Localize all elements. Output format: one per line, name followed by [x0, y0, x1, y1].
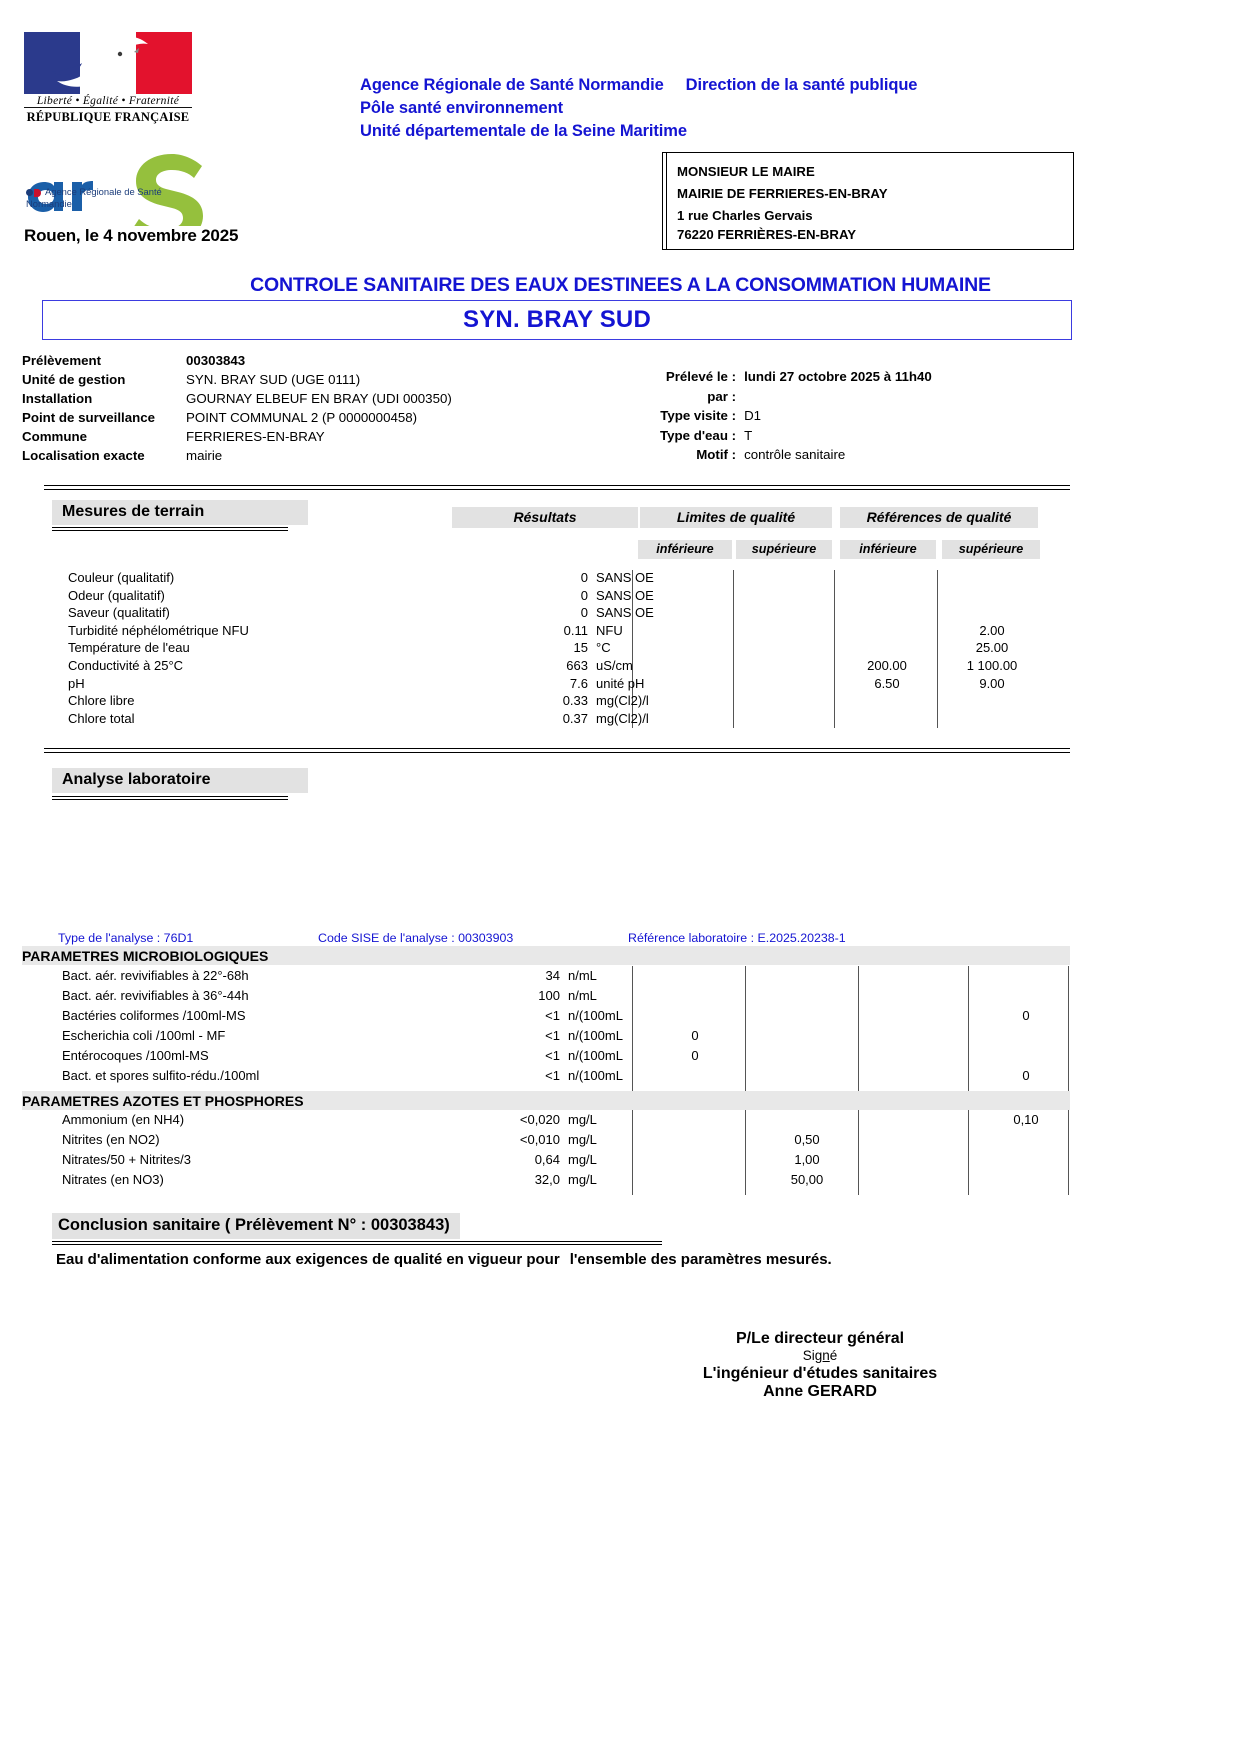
- param-value: 0: [580, 570, 588, 585]
- lab-meta-type: Type de l'analyse : 76D1: [58, 931, 194, 945]
- info-row: [660, 406, 994, 426]
- network-title: SYN. BRAY SUD: [463, 306, 651, 333]
- info-label: Prélèvement: [22, 353, 102, 368]
- table-row: [0, 1068, 1241, 1088]
- ars-logo-subtitle: [26, 186, 162, 209]
- param-value: <0,010: [519, 1132, 560, 1147]
- param-value: 0,64: [534, 1152, 560, 1167]
- param-unit: SANS OE: [596, 570, 654, 585]
- info-row: [22, 446, 452, 465]
- document-title: CONTROLE SANITAIRE DES EAUX DESTINEES A LA CONSOMMATION HUMAINE: [250, 274, 991, 296]
- param-name: Turbidité néphélométrique NFU: [68, 622, 249, 638]
- param-unit: n/(100mL: [568, 1028, 623, 1043]
- param-name: Chlore total: [68, 710, 135, 726]
- ars-sub-line2: Normandie: [26, 197, 72, 209]
- info-value: FERRIERES-EN-BRAY: [186, 429, 325, 445]
- ref-inf: 200.00: [867, 657, 907, 673]
- info-row: [22, 389, 452, 408]
- param-value: <0,020: [519, 1112, 560, 1127]
- param-value: 0.33: [562, 693, 588, 709]
- recipient-lines: [677, 161, 1067, 227]
- table-row: [0, 623, 1241, 641]
- signature-line4: Anne GERARD: [763, 1383, 877, 1400]
- param-value: <1: [545, 1028, 560, 1043]
- info-row: [22, 408, 452, 427]
- recipient-line2: MAIRIE DE FERRIERES-EN-BRAY: [677, 186, 888, 201]
- param-unit: mg/L: [568, 1112, 597, 1127]
- info-value: lundi 27 octobre 2025 à 11h40: [744, 369, 932, 384]
- city-date: Rouen, le 4 novembre 2025: [24, 226, 239, 245]
- ref-sup: 25.00: [975, 640, 1009, 656]
- param-unit: unité pH: [596, 675, 645, 691]
- ref-sup: 2.00: [979, 622, 1005, 638]
- table-row: [0, 605, 1241, 623]
- param-unit: n/mL: [568, 988, 597, 1003]
- group-label-azote: PARAMETRES AZOTES ET PHOSPHORES: [22, 1093, 304, 1109]
- limit-sup: 50,00: [790, 1172, 824, 1187]
- info-value: GOURNAY ELBEUF EN BRAY (UDI 000350): [186, 391, 452, 407]
- info-row: [660, 387, 994, 407]
- info-value: mairie: [186, 448, 223, 464]
- param-name: Nitrates (en NO3): [62, 1172, 164, 1187]
- param-unit: mg(Cl2)/l: [596, 710, 649, 726]
- field-section-underline: [52, 527, 288, 531]
- republic-name: RÉPUBLIQUE FRANÇAISE: [26, 110, 190, 124]
- param-name: Température de l'eau: [68, 640, 190, 656]
- param-unit: mg/L: [568, 1132, 597, 1147]
- table-row: [0, 676, 1241, 694]
- param-unit: °C: [596, 640, 611, 656]
- marianne-flag-icon: [24, 32, 192, 94]
- group-label-micro: PARAMETRES MICROBIOLOGIQUES: [22, 948, 269, 964]
- sample-info-right: [660, 367, 994, 465]
- param-value: 34: [545, 968, 560, 983]
- ref-sup: 0,10: [1013, 1112, 1039, 1127]
- param-unit: SANS OE: [596, 605, 654, 621]
- param-name: Bact. aér. revivifiables à 36°-44h: [62, 988, 249, 1003]
- subcol-limit-inf: inférieure: [638, 540, 732, 559]
- section-divider-lab: [44, 748, 1070, 753]
- conclusion-text-a: Eau d'alimentation conforme aux exigences de qualité en vigueur pour: [56, 1251, 560, 1268]
- signature-line2: [580, 1348, 1060, 1363]
- info-label: Unité de gestion: [22, 372, 126, 388]
- ref-inf: 6.50: [874, 675, 900, 691]
- param-value: 7.6: [569, 675, 588, 691]
- param-value: 0: [580, 605, 588, 621]
- subcol-ref-sup: supérieure: [942, 540, 1040, 559]
- field-section-tag: Mesures de terrain: [52, 500, 308, 525]
- agency-line1b: Direction de la santé publique: [685, 76, 918, 94]
- table-row: [0, 1048, 1241, 1068]
- signed-post: é: [829, 1348, 838, 1363]
- table-row: [0, 1152, 1241, 1172]
- recipient-address-box: [662, 152, 1074, 250]
- table-row: [0, 658, 1241, 676]
- param-name: Bact. et spores sulfito-rédu./100ml: [62, 1068, 260, 1083]
- conclusion-tag: Conclusion sanitaire ( Prélèvement N° : 00303843): [52, 1213, 460, 1239]
- limit-sup: 1,00: [794, 1152, 820, 1167]
- limit-sup: 0,50: [794, 1132, 820, 1147]
- param-unit: mg(Cl2)/l: [596, 693, 649, 709]
- table-row: [0, 1008, 1241, 1028]
- table-row: [0, 1112, 1241, 1132]
- table-row: [0, 693, 1241, 711]
- param-value: <1: [545, 1008, 560, 1023]
- limit-inf: 0: [691, 1048, 699, 1063]
- info-value: 00303843: [186, 353, 246, 368]
- param-value: 0.11: [563, 622, 588, 638]
- conclusion-text: [56, 1251, 832, 1268]
- param-name: Couleur (qualitatif): [68, 570, 175, 585]
- param-value: 100: [538, 988, 560, 1003]
- param-name: Escherichia coli /100ml - MF: [62, 1028, 226, 1043]
- param-unit: SANS OE: [596, 587, 654, 603]
- param-name: Saveur (qualitatif): [68, 605, 170, 621]
- info-value: T: [744, 427, 753, 443]
- table-row: [0, 640, 1241, 658]
- param-name: Bact. aér. revivifiables à 22°-68h: [62, 968, 249, 983]
- info-label: Prélevé le :: [665, 369, 737, 384]
- ars-sub-line1: Agence Régionale de Santé: [45, 186, 162, 197]
- table-row: [0, 570, 1241, 588]
- field-measurements-table: [0, 570, 1241, 728]
- info-row: [660, 445, 994, 465]
- param-value: <1: [545, 1048, 560, 1063]
- conclusion-underline: [52, 1241, 662, 1245]
- conclusion-text-b: l'ensemble des paramètres mesurés.: [569, 1251, 832, 1268]
- info-label: Localisation exacte: [22, 448, 145, 464]
- ars-moon-icon: [34, 189, 41, 197]
- param-unit: n/(100mL: [568, 1008, 623, 1023]
- info-row: [22, 370, 452, 389]
- col-header-results: Résultats: [452, 507, 638, 528]
- param-unit: mg/L: [568, 1152, 597, 1167]
- republique-francaise-logo: [24, 32, 192, 125]
- param-unit: uS/cm: [596, 657, 633, 673]
- subcol-ref-inf: inférieure: [840, 540, 936, 559]
- ars-dot-icon: [26, 189, 33, 196]
- param-value: 15: [573, 640, 588, 656]
- signed-pre: Si: [802, 1348, 815, 1363]
- subcol-limit-sup: supérieure: [736, 540, 832, 559]
- param-name: Bactéries coliformes /100ml-MS: [62, 1008, 246, 1023]
- param-unit: n/(100mL: [568, 1068, 623, 1083]
- lab-section-tag: Analyse laboratoire: [52, 768, 308, 793]
- param-name: pH: [68, 675, 85, 691]
- param-value: 32,0: [534, 1172, 560, 1187]
- info-value: D1: [744, 408, 762, 424]
- table-row: [0, 1172, 1241, 1192]
- lab-table-micro: [0, 968, 1241, 1088]
- info-value: SYN. BRAY SUD (UGE 0111): [186, 372, 361, 388]
- param-unit: n/mL: [568, 968, 597, 983]
- param-value: 0.37: [562, 710, 588, 726]
- info-value: POINT COMMUNAL 2 (P 0000000458): [186, 410, 418, 426]
- agency-line3: Unité départementale de la Seine Maritime: [360, 122, 687, 140]
- recipient-city: 76220 FERRIÈRES-EN-BRAY: [677, 227, 857, 242]
- param-name: Chlore libre: [68, 693, 135, 709]
- info-value: contrôle sanitaire: [744, 447, 846, 463]
- param-name: Conductivité à 25°C: [68, 657, 184, 673]
- param-value: 663: [566, 657, 588, 673]
- col-header-limits: Limites de qualité: [640, 507, 832, 528]
- table-row: [0, 968, 1241, 988]
- ref-sup: 0: [1022, 1068, 1030, 1083]
- info-row: [660, 426, 994, 446]
- recipient-line1: MONSIEUR LE MAIRE: [677, 164, 815, 179]
- agency-line2: Pôle santé environnement: [360, 99, 563, 117]
- info-label: Type d'eau :: [660, 427, 737, 443]
- limit-inf: 0: [691, 1028, 699, 1043]
- signature-line1: P/Le directeur général: [735, 1330, 905, 1347]
- lab-meta-code: Code SISE de l'analyse : 00303903: [318, 931, 514, 945]
- param-name: Nitrates/50 + Nitrites/3: [62, 1152, 191, 1167]
- info-label: Point de surveillance: [22, 410, 156, 426]
- param-name: Entérocoques /100ml-MS: [62, 1048, 209, 1063]
- param-unit: n/(100mL: [568, 1048, 623, 1063]
- ref-sup: 9.00: [979, 675, 1005, 691]
- info-row: [22, 427, 452, 446]
- signature-block: [580, 1330, 1060, 1401]
- col-header-references: Références de qualité: [840, 507, 1038, 528]
- info-row: [22, 351, 452, 370]
- param-value: 0: [580, 587, 588, 603]
- republic-motto: Liberté • Égalité • Fraternité: [24, 94, 192, 108]
- param-unit: mg/L: [568, 1172, 597, 1187]
- section-divider-top: [44, 485, 1070, 490]
- ref-sup: 0: [1022, 1008, 1030, 1023]
- param-name: Nitrites (en NO2): [62, 1132, 160, 1147]
- signature-line3: L'ingénieur d'études sanitaires: [702, 1365, 938, 1382]
- agency-header: [360, 74, 917, 143]
- param-value: <1: [545, 1068, 560, 1083]
- info-row: [660, 367, 994, 387]
- table-row: [0, 988, 1241, 1008]
- info-label: par :: [707, 388, 737, 404]
- param-unit: NFU: [596, 622, 623, 638]
- info-label: Commune: [22, 429, 88, 445]
- info-label: Installation: [22, 391, 93, 407]
- ref-sup: 1 100.00: [966, 657, 1018, 673]
- signed-underline: gn: [814, 1348, 830, 1363]
- table-row: [0, 588, 1241, 606]
- table-row: [0, 1028, 1241, 1048]
- lab-section-underline: [52, 796, 288, 800]
- network-title-box: [42, 300, 1072, 340]
- table-row: [0, 711, 1241, 729]
- info-label: Type visite :: [660, 408, 737, 424]
- sample-info-left: [22, 351, 452, 466]
- table-row: [0, 1132, 1241, 1152]
- param-name: Odeur (qualitatif): [68, 587, 165, 603]
- param-name: Ammonium (en NH4): [62, 1112, 185, 1127]
- lab-table-azote: [0, 1112, 1241, 1192]
- info-label: Motif :: [696, 447, 737, 463]
- lab-meta-reference: Référence laboratoire : E.2025.20238-1: [628, 931, 846, 945]
- recipient-line3: 1 rue Charles Gervais: [677, 208, 813, 223]
- agency-line1a: Agence Régionale de Santé Normandie: [360, 76, 664, 94]
